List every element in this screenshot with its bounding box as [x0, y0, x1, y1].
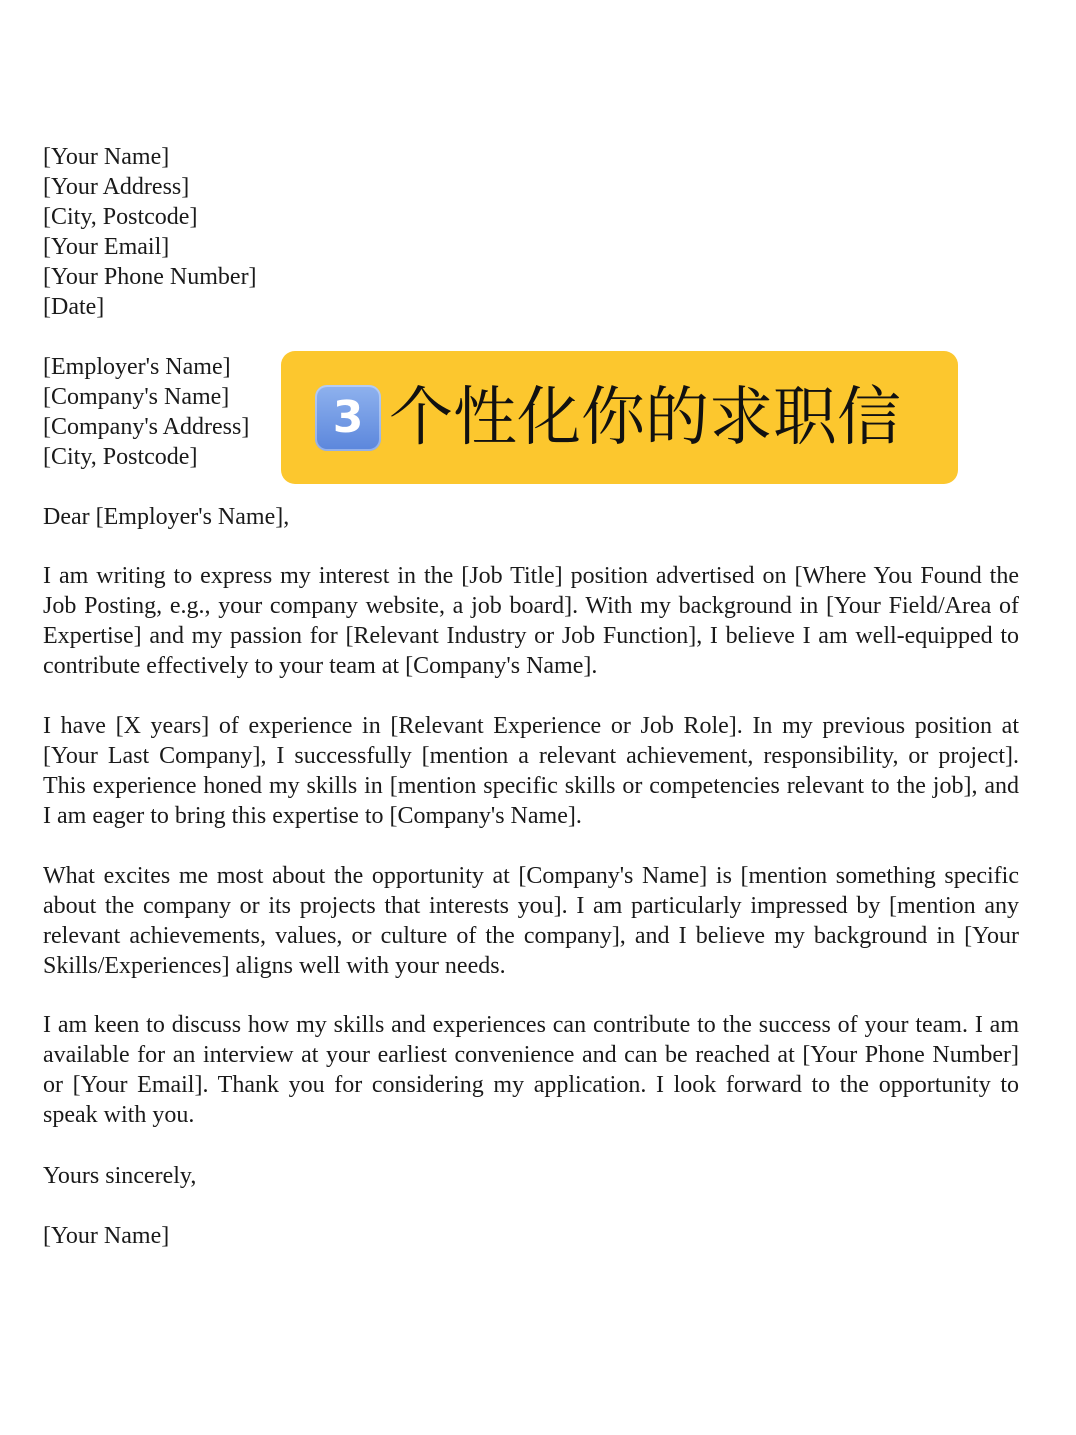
- letter-date: [Date]: [43, 294, 105, 320]
- banner-title: 个性化你的求职信: [389, 380, 901, 455]
- sender-name: [Your Name]: [43, 144, 170, 170]
- sender-details: [43, 142, 1019, 322]
- body-paragraph-2: I have [X years] of experience in [Relevant Experience or Job Role]. In my previous position at [Your Last Company], I successfully [mention a relevant achievement, responsibility, or project]. This experience honed my skills in [mention specific skills or competencies relevant to the job], and I am eager to bring this expertise to [Company's Name].: [43, 713, 1019, 829]
- company-name: [Company's Name]: [43, 384, 230, 410]
- closing: Yours sincerely,: [43, 1163, 197, 1189]
- recipient-city-postcode: [City, Postcode]: [43, 444, 198, 470]
- sender-address: [Your Address]: [43, 174, 190, 200]
- salutation: Dear [Employer's Name],: [43, 504, 290, 530]
- body-paragraph-4: I am keen to discuss how my skills and experiences can contribute to the success of your team. I am available for an interview at your earliest convenience and can be reached at [Your Phone Number] or [Your Email]. Thank you for considering my application. I look forward to the opportunity to speak with you.: [43, 1012, 1019, 1128]
- body-paragraph-3: What excites me most about the opportunity at [Company's Name] is [mention something specific about the company or its projects that interests you]. I am particularly impressed by [mention any relevant achievements, values, or culture of the company], and I believe my background in [Your Skills/Experiences] aligns well with your needs.: [43, 863, 1019, 979]
- sender-city-postcode: [City, Postcode]: [43, 204, 198, 230]
- number-3-keycap-icon: 3: [315, 385, 381, 451]
- sender-email: [Your Email]: [43, 234, 170, 260]
- body-paragraph-1: I am writing to express my interest in the [Job Title] position advertised on [Where You Found the Job Posting, e.g., your company website, a job board]. With my background in [Your Field/Area of Expertise] and my passion for [Relevant Industry or Job Function], I believe I am well-equipped to contribute effectively to your team at [Company's Name].: [43, 563, 1019, 679]
- company-address: [Company's Address]: [43, 414, 250, 440]
- sender-phone: [Your Phone Number]: [43, 264, 257, 290]
- signature-name: [Your Name]: [43, 1223, 170, 1249]
- title-banner: [281, 351, 958, 484]
- employer-name: [Employer's Name]: [43, 354, 231, 380]
